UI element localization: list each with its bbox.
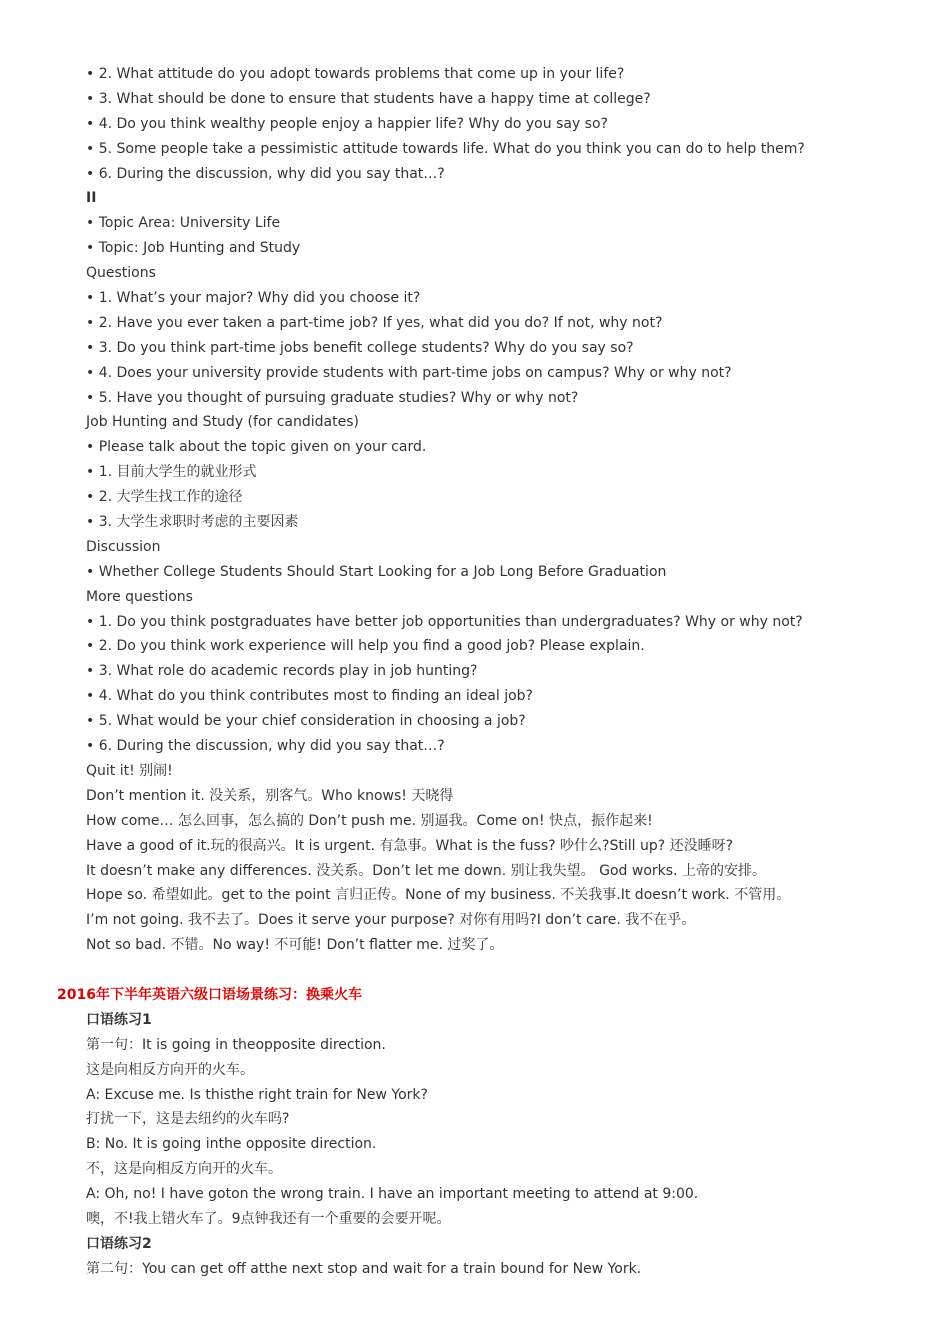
question-line: • 1. Do you think postgraduates have better job opportunities than undergraduates? Why or why not? — [86, 613, 803, 630]
phrase-line: Hope so. 希望如此。get to the point 言归正传。None of my business. 不关我事.It doesn’t work. 不管用。 — [86, 887, 791, 904]
part-heading: II — [86, 190, 97, 207]
dialogue-line: 不，这是向相反方向开的火车。 — [86, 1161, 282, 1178]
dialogue-line: A: Oh, no! I have goton the wrong train. I have an important meeting to attend at 9:00. — [86, 1186, 699, 1203]
questions-heading: Questions — [86, 265, 156, 282]
question-line: • 3. What should be done to ensure that students have a happy time at college? — [86, 90, 651, 107]
topic-area-line: • Topic Area: University Life — [86, 215, 281, 232]
dialogue-line: 第二句：You can get off atthe next stop and wait for a train bound for New York. — [86, 1260, 642, 1277]
question-line: • 4. Does your university provide students with part-time jobs on campus? Why or why not? — [86, 364, 732, 381]
phrase-line: How come… 怎么回事，怎么搞的 Don’t push me. 别逼我。Come on! 快点，振作起来! — [86, 812, 653, 829]
phrase-line: Quit it! 别闹! — [86, 762, 173, 779]
question-line: • 5. Some people take a pessimistic attitude towards life. What do you think you can do to help them? — [86, 140, 805, 157]
phrase-line: I’m not going. 我不去了。Does it serve your purpose? 对你有用吗?I don’t care. 我不在乎。 — [86, 912, 696, 929]
discussion-topic: • Whether College Students Should Start Looking for a Job Long Before Graduation — [86, 563, 667, 580]
card-item: • 1. 目前大学生的就业形式 — [86, 464, 257, 481]
dialogue-line: 噢，不!我上错火车了。9点钟我还有一个重要的会要开呢。 — [86, 1211, 451, 1228]
question-line: • 2. What attitude do you adopt towards problems that come up in your life? — [86, 66, 625, 82]
question-line: • 5. Have you thought of pursuing graduate studies? Why or why not? — [86, 389, 579, 406]
question-line: • 2. Do you think work experience will help you find a good job? Please explain. — [86, 638, 645, 655]
section-heading: 2016年下半年英语六级口语场景练习：换乘火车 — [57, 987, 362, 1003]
dialogue-line: 第一句：It is going in theopposite direction. — [86, 1036, 386, 1053]
card-item: • 2. 大学生找工作的途径 — [86, 489, 243, 506]
dialogue-line: 这是向相反方向开的火车。 — [86, 1061, 254, 1078]
phrase-line: Not so bad. 不错。No way! 不可能! Don’t flatter me. 过奖了。 — [86, 937, 504, 954]
question-line: • 6. During the discussion, why did you say that…? — [86, 738, 445, 755]
more-questions-heading: More questions — [86, 588, 193, 605]
phrase-line: Have a good of it.玩的很高兴。It is urgent. 有急事。What is the fuss? 吵什么?Still up? 还没睡呀? — [86, 837, 734, 854]
practice-title: 口语练习1 — [86, 1011, 152, 1028]
dialogue-line: A: Excuse me. Is thisthe right train for New York? — [86, 1086, 428, 1103]
phrase-line: Don’t mention it. 没关系，别客气。Who knows! 天晓得 — [86, 787, 454, 804]
practice-title: 口语练习2 — [86, 1235, 152, 1252]
question-line: • 4. What do you think contributes most to finding an ideal job? — [86, 688, 533, 705]
question-line: • 4. Do you think wealthy people enjoy a happier life? Why do you say so? — [86, 115, 608, 132]
dialogue-line: 打扰一下，这是去纽约的火车吗? — [86, 1111, 290, 1128]
question-line: • 5. What would be your chief consideration in choosing a job? — [86, 713, 526, 730]
question-line: • 2. Have you ever taken a part-time job? If yes, what did you do? If not, why not? — [86, 314, 663, 331]
phrase-line: It doesn’t make any differences. 没关系。Don’t let me down. 别让我失望。 God works. 上帝的安排。 — [86, 862, 766, 879]
section-two-body — [86, 1008, 906, 1282]
discussion-heading: Discussion — [86, 538, 161, 555]
card-item: • 3. 大学生求职时考虑的主要因素 — [86, 514, 299, 531]
question-line: • 6. During the discussion, why did you say that…? — [86, 165, 445, 182]
instruction-line: • Please talk about the topic given on your card. — [86, 439, 427, 456]
question-line: • 3. What role do academic records play in job hunting? — [86, 663, 478, 680]
candidates-heading: Job Hunting and Study (for candidates) — [86, 414, 359, 431]
section-one — [86, 62, 906, 958]
question-line: • 3. Do you think part-time jobs benefit college students? Why do you say so? — [86, 339, 634, 356]
question-line: • 1. What’s your major? Why did you choose it? — [86, 290, 421, 307]
dialogue-line: B: No. It is going inthe opposite direction. — [86, 1136, 377, 1153]
topic-line: • Topic: Job Hunting and Study — [86, 240, 301, 257]
